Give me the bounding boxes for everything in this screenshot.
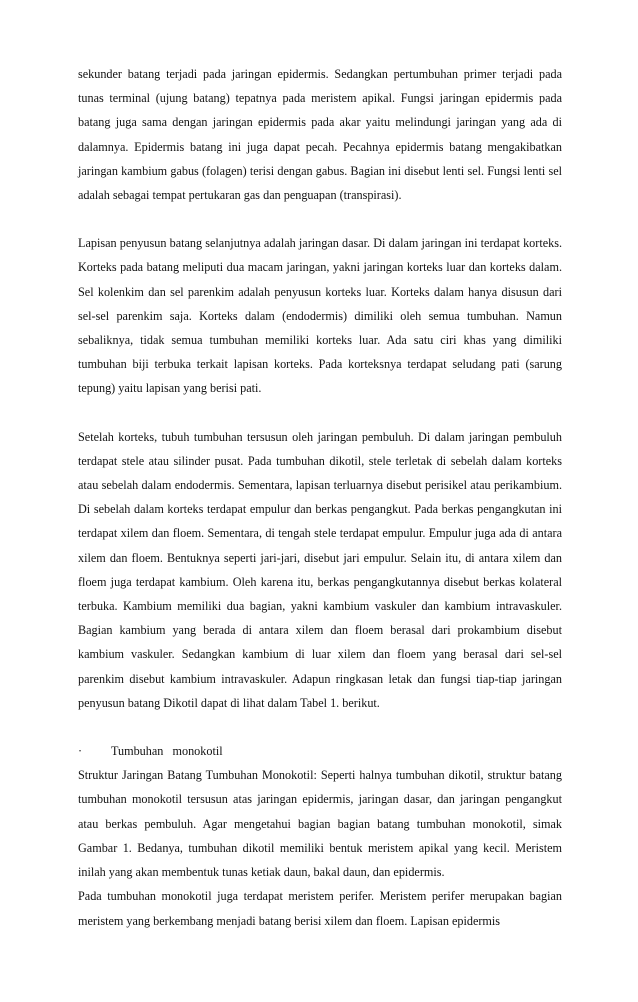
paragraph-gap [78, 401, 562, 425]
bullet-label: Tumbuhan monokotil [111, 744, 223, 759]
paragraph-meristem-perifer: Pada tumbuhan monokotil juga terdapat meristem perifer. Meristem perifer merupakan bagian meristem yang berkembang menjadi batang berisi xilem dan floem. Lapisan epidermis [78, 889, 562, 928]
document-page [78, 62, 562, 933]
paragraph-jaringan-dasar: Lapisan penyusun batang selanjutnya adalah jaringan dasar. Di dalam jaringan ini terdapat korteks. Korteks pada batang meliputi dua macam jaringan, yakni jaringan korteks luar dan korteks dalam. Sel kolenkim dan sel parenkim adalah penyusun korteks luar. Korteks dalam hanya disusun dari sel-sel parenkim saja. Korteks dalam (endodermis) dimiliki oleh semua tumbuhan. Namun sebaliknya, tidak semua tumbuhan memiliki korteks luar. Ada satu ciri khas yang dimiliki tumbuhan biji terbuka terkait lapisan korteks. Pada korteksnya terdapat seludang pati (sarung tepung) yaitu lapisan yang berisi pati. [78, 236, 562, 396]
paragraph-epidermis: sekunder batang terjadi pada jaringan epidermis. Sedangkan pertumbuhan primer terjadi pada tunas terminal (ujung batang) tepatnya pada meristem apikal. Fungsi jaringan epidermis pada batang juga sama dengan jaringan epidermis pada akar yaitu melindungi jaringan yang ada di dalamnya. Epidermis batang ini juga dapat pecah. Pecahnya epidermis batang mengakibatkan jaringan kambium gabus (folagen) terisi dengan gabus. Bagian ini disebut lenti sel. Fungsi lenti sel adalah sebagai tempat pertukaran gas dan penguapan (transpirasi). [78, 67, 562, 203]
paragraph-jaringan-pembuluh: Setelah korteks, tubuh tumbuhan tersusun oleh jaringan pembuluh. Di dalam jaringan pembuluh terdapat stele atau silinder pusat. Pada tumbuhan dikotil, stele terletak di sebelah dalam korteks atau sebelah dalam endodermis. Sementara, lapisan terluarnya disebut perisikel atau perikambium. Di sebelah dalam korteks terdapat empulur dan berkas pengangkut. Pada berkas pengangkutan ini terdapat xilem dan floem. Sementara, di tengah stele terdapat empulur. Empulur juga ada di antara xilem dan floem. Bentuknya seperti jari-jari, disebut jari empulur. Selain itu, di antara xilem dan floem juga terdapat kambium. Oleh karena itu, berkas pengangkutannya disebut berkas kolateral terbuka. Kambium memiliki dua bagian, yakni kambium vaskuler dan kambium intravaskuler. Bagian kambium yang berada di antara xilem dan floem berasal dari prokambium disebut kambium vaskuler. Sedangkan kambium di luar xilem dan floem yang berasal dari sel-sel parenkim disebut kambium intravaskuler. Adapun ringkasan letak dan fungsi tiap-tiap jaringan penyusun batang Dikotil dapat di lihat dalam Tabel 1. berikut. [78, 429, 562, 710]
paragraph-gap [78, 207, 562, 231]
bullet-dot-icon: · [78, 744, 83, 759]
bullet-item-monokotil [78, 739, 562, 763]
paragraph-struktur-monokotil: Struktur Jaringan Batang Tumbuhan Monokotil: Seperti halnya tumbuhan dikotil, struktur batang tumbuhan monokotil tersusun atas jaringan epidermis, jaringan dasar, dan jaringan pengangkut atau berkas pembuluh. Agar mengetahui bagian bagian batang tumbuhan monokotil, simak Gambar 1. Bedanya, tumbuhan dikotil memiliki bentuk meristem apikal yang kecil. Meristem inilah yang akan membentuk tunas ketiak daun, bakal daun, dan epidermis. [78, 768, 562, 880]
paragraph-gap [78, 715, 562, 739]
